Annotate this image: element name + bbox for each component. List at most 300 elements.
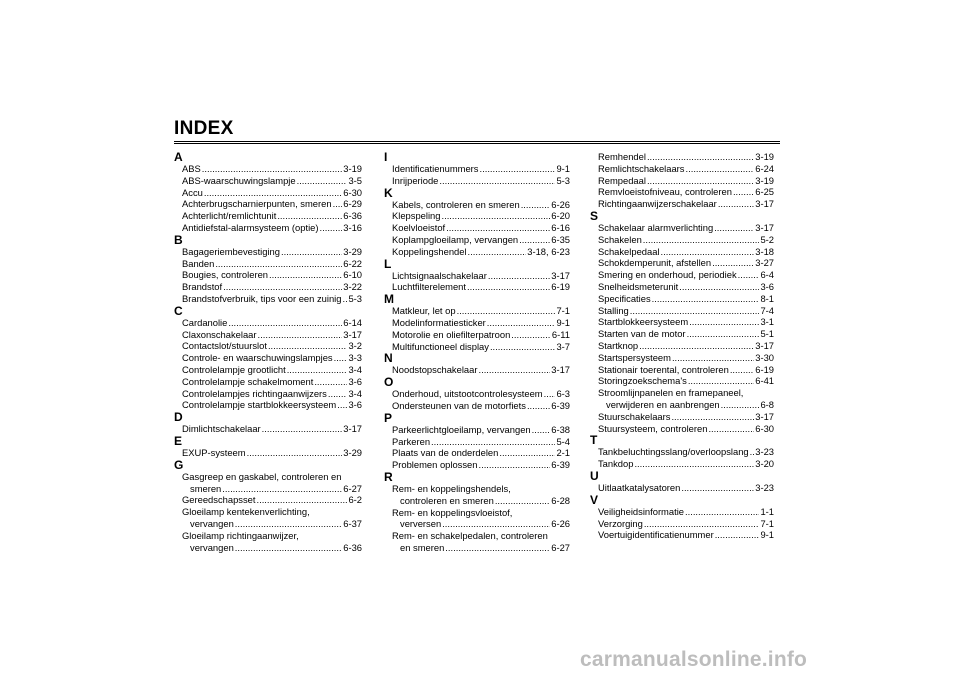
section-letter: B [174,232,183,247]
dot-leader [297,175,348,187]
index-entry-term: Luchtfilterelement [392,281,466,293]
index-entry [174,518,362,530]
index-entry-text: Gloeilamp kentekenverlichting, [182,506,310,518]
index-entry [590,269,774,281]
section-letter: R [384,469,393,484]
dot-leader [256,494,347,506]
index-entry [590,340,774,352]
index-entry [174,364,362,376]
index-entry-term: Brandstof [182,281,223,293]
index-entry-term: Identificatienummers [392,163,479,174]
index-entry-page: 3-6 [348,375,362,387]
index-entry-page: 3-6 [348,399,362,411]
index-entry-term: Achterlicht/remlichtunit [182,210,277,222]
index-entry [590,175,774,187]
index-entry [590,281,774,293]
index-entry-page: 3-17 [755,221,774,233]
index-entry-term: Uitlaatkatalysatoren [598,481,681,493]
dot-leader [320,222,343,234]
index-entry-term: Controlelampjes richtingaanwijzers [182,387,327,399]
index-entry-term: smeren [190,482,222,494]
index-entry [590,198,774,210]
dot-leader [672,352,754,364]
index-entry-term: Koelvloeistof [392,222,446,234]
index-entry-page: 6-26 [551,518,570,530]
index-entry-term: Koppelingshendel [392,245,467,257]
index-entry-term: Controlelampje startblokkeersysteem [182,399,337,411]
index-entry-text: Gloeilamp richtingaanwijzer, [182,529,299,541]
index-entry [174,352,362,364]
section-letter: N [384,351,393,366]
index-entry-text: Rem- en schakelpedalen, controleren [392,530,548,542]
index-entry [590,364,774,376]
index-entry-term: Tankbeluchtingsslang/overloopslang [598,446,749,458]
index-entry-page: 3-16 [343,221,362,233]
index-entry-term: Snelheidsmeterunit [598,280,679,292]
dot-leader [643,234,760,246]
index-entry-term: Veiligheidsinformatie [598,505,684,517]
index-entry-term: Schakelen [598,233,642,245]
index-entry [174,198,362,210]
dot-leader [247,447,343,459]
index-entry-term: Schakelaar alarmverlichting [598,221,714,233]
index-entry [384,305,570,317]
dot-leader [521,199,551,211]
dot-leader [685,506,759,518]
dot-leader [457,305,556,317]
index-entry [174,246,362,258]
dot-leader [718,198,754,210]
index-entry [590,151,774,163]
index-entry [174,494,362,506]
index-entry [384,436,570,448]
dot-leader [750,446,755,458]
index-entry-term: Kabels, controleren en smeren [392,198,520,210]
dot-leader [679,281,759,293]
dot-leader [223,281,342,293]
index-entry [384,388,570,400]
index-entry-page: 9-1 [760,529,774,541]
section-letter: A [174,150,183,164]
dot-leader [499,447,555,459]
index-entry-term: controleren en smeren [400,494,494,506]
index-entry-term: Verzorging [598,517,643,529]
dot-leader [445,542,550,554]
index-entry-page: 6-8 [760,398,774,410]
index-entry-page: 6-37 [343,517,362,529]
dot-leader [708,423,754,435]
index-entry [590,482,774,494]
dot-leader [258,329,343,341]
dot-leader [478,364,550,376]
index-entry-page: 3-17 [343,328,362,340]
index-entry [384,424,570,436]
index-entry [174,163,362,175]
index-entry-term: Bougies, controleren [182,269,268,281]
dot-leader [328,388,348,400]
index-entry-term: Starten van de motor [598,328,686,340]
index-entry-text: Rem- en koppelingsvloeistof, [392,506,513,518]
section-letter: O [384,375,394,390]
index-entry [174,187,362,199]
dot-leader [639,340,754,352]
index-entry-term: vervangen [190,517,234,529]
index-entry-page: 3-29 [343,245,362,257]
index-entry-term: Remhendel [598,151,646,162]
index-entry-page: 7-4 [760,304,774,316]
index-entry-page: 6-19 [755,363,774,375]
dot-leader [446,222,550,234]
index-entry-term: vervangen [190,541,234,553]
section-letter: M [384,292,394,307]
index-entry-term: Richtingaanwijzerschakelaar [598,198,717,210]
dot-leader [661,246,755,258]
index-entry [174,399,362,411]
index-entry-page: 3-1 [760,316,774,328]
index-entry [384,495,570,507]
index-entry [384,246,570,258]
dot-leader [228,317,342,329]
dot-leader [337,399,347,411]
section-letter: V [590,492,599,507]
page-title: INDEX [174,118,234,139]
index-entry-page: 3-19 [343,163,362,174]
dot-leader [511,329,551,341]
index-entry-page: 3-22 [343,281,362,293]
index-entry-term: Noodstopschakelaar [392,364,478,376]
index-entry-term: Parkeerlichtgloeilamp, vervangen [392,423,531,435]
index-entry-term: Plaats van de onderdelen [392,447,499,459]
index-entry-page: 6-20 [551,210,570,222]
index-entry-page: 1-1 [760,505,774,517]
index-entry-page: 3-3 [348,352,362,364]
index-entry-page: 6-24 [755,162,774,174]
index-entry-page: 6-27 [551,541,570,553]
index-entry-page: 3-2 [348,340,362,352]
index-entry-term: Cardanolie [182,316,228,328]
dot-leader [268,340,348,352]
index-entry [590,293,774,305]
index-entry-page: 3-23 [755,446,774,458]
index-entry-page: 6-19 [551,281,570,293]
index-entry [384,317,570,329]
index-entry-term: Smering en onderhoud, periodiek [598,269,737,281]
section-letter: L [384,256,392,271]
index-entry [174,317,362,329]
index-entry [384,364,570,376]
section-letter: K [384,185,393,200]
dot-leader [204,187,342,199]
index-entry-page: 3-18 [755,245,774,257]
index-entry-term: Controlelampje grootlicht [182,363,286,375]
index-entry-page: 6-10 [343,269,362,281]
index-entry [590,234,774,246]
index-entry-page: 6-38 [551,423,570,435]
index-entry-term: Koplampgloeilamp, vervangen [392,233,519,245]
index-entry [174,447,362,459]
index-entry-term: ABS [182,163,201,174]
index-entry-page: 6-11 [551,328,570,340]
dot-leader [714,222,754,234]
section-letter: T [590,433,598,448]
dot-leader [733,186,754,198]
index-entry-term: Problemen oplossen [392,459,478,471]
index-entry [590,316,774,328]
index-entry-page: 6-28 [551,494,570,506]
dot-leader [634,458,754,470]
index-entry [174,542,362,554]
index-entry [590,328,774,340]
dot-leader [687,328,760,340]
index-entry [590,411,774,423]
dot-leader [488,270,550,282]
index-entry [384,518,570,530]
section-letter: D [174,410,183,425]
index-entry-term: Claxonschakelaar [182,328,257,340]
index-entry [590,352,774,364]
index-entry [384,400,570,412]
index-entry-page: 3-6 [760,280,774,292]
index-entry [384,163,570,175]
index-entry-page: 3-30 [755,351,774,363]
index-entry-term: verversen [400,518,442,530]
index-entry [590,246,774,258]
dot-leader [442,518,550,530]
dot-leader [490,341,556,353]
index-entry [174,483,362,495]
index-entry-page: 5-1 [760,328,774,340]
index-entry-text: Rem- en koppelingshendels, [392,482,511,494]
dot-leader [202,163,342,175]
section-letter: G [174,457,184,472]
dot-leader [721,399,760,411]
index-entry-term: Antidiefstal-alarmsysteem (optie) [182,221,319,233]
dot-leader [235,518,342,530]
index-entry-term: Modelinformatiesticker [392,316,486,328]
dot-leader [333,198,343,210]
index-entry-page: 6-39 [551,459,570,471]
index-entry [590,375,774,387]
index-entry-page: 6-30 [343,186,362,198]
index-entry-page: 3-18, 6-23 [527,245,570,257]
index-entry [174,329,362,341]
index-entry-term: Bagageriembevestiging [182,245,280,257]
index-entry-term: Motorolie en oliefilterpatroon [392,328,511,340]
index-entry-page: 6-30 [755,422,774,434]
index-entry [590,186,774,198]
index-entry-page: 5-3 [348,292,362,304]
index-entry-term: Startknop [598,339,639,351]
index-entry-term: Tankdop [598,458,634,470]
dot-leader [715,529,760,541]
dot-leader [652,293,760,305]
index-entry [384,459,570,471]
index-entry-term: Specificaties [598,292,651,304]
index-entry [384,222,570,234]
index-entry-page: 3-17 [755,339,774,351]
index-entry-term: Multifunctioneel display [392,340,489,352]
index-entry-page: 3-4 [348,387,362,399]
dot-leader [262,423,343,435]
index-entry [590,399,774,411]
index-entry-page: 3-19 [755,151,774,162]
index-entry-page: 6-27 [343,482,362,494]
index-entry-page: 3-4 [348,363,362,375]
dot-leader [277,210,342,222]
dot-leader [647,151,754,163]
index-entry-term: Remlichtschakelaars [598,162,685,174]
index-entry-page: 3-17 [343,423,362,435]
dot-leader [495,495,550,507]
dot-leader [688,375,754,387]
index-entry-page: 6-22 [343,257,362,269]
dot-leader [287,364,348,376]
index-entry [590,506,774,518]
index-column-3 [590,151,774,541]
dot-leader [532,424,551,436]
dot-leader [671,411,754,423]
index-entry-term: Stuursysteem, controleren [598,422,708,434]
dot-leader [519,234,550,246]
index-entry-term: Controlelampje schakelmoment [182,375,314,387]
index-entry [590,305,774,317]
index-entry-page: 3-7 [556,340,570,352]
index-entry [384,175,570,187]
index-entry-term: Startblokkeersysteem [598,316,689,328]
index-entry [590,518,774,530]
index-entry [590,257,774,269]
index-entry-text: Stroomlijnpanelen en framepaneel, [598,387,744,399]
index-entry-term: verwijderen en aanbrengen [606,398,720,410]
index-entry [590,423,774,435]
dot-leader [468,246,527,258]
section-letter: C [174,303,183,318]
index-entry-term: Lichtsignaalschakelaar [392,269,487,281]
index-entry-term: Stalling [598,304,629,316]
dot-leader [644,518,760,530]
index-entry-page: 6-36 [343,210,362,222]
index-entry-term: Rempedaal [598,174,646,186]
dot-leader [314,376,347,388]
dot-leader [527,400,550,412]
dot-leader [647,175,754,187]
index-entry-page: 3-17 [551,269,570,281]
index-column-2 [384,151,570,554]
index-entry-term: Remvloeistofniveau, controleren [598,186,732,198]
dot-leader [431,436,555,448]
section-letter: E [174,433,183,448]
dot-leader [738,269,760,281]
index-entry-page: 3-5 [348,174,362,186]
index-entry-term: Ondersteunen van de motorfiets [392,399,526,411]
index-entry-page: 8-1 [760,292,774,304]
index-entry-page: 6-29 [343,198,362,210]
index-entry [590,222,774,234]
index-entry-page: 3-17 [755,198,774,210]
dot-leader [681,482,754,494]
dot-leader [215,258,342,270]
index-entry-term: Inrijperiode [392,174,439,186]
index-entry-page: 6-16 [551,222,570,234]
index-entry-page: 5-2 [760,233,774,245]
index-entry-page: 6-25 [755,186,774,198]
section-letter: I [384,150,388,164]
index-entry-page: 9-1 [556,163,570,174]
index-entry [174,210,362,222]
dot-leader [222,483,342,495]
index-entry-page: 3-23 [755,481,774,493]
section-letter: P [384,410,393,425]
index-entry-page: 7-1 [760,517,774,529]
index-entry [174,222,362,234]
index-entry [590,163,774,175]
index-entry-page: 9-1 [556,316,570,328]
index-entry-term: Storingzoekschema's [598,375,687,387]
index-entry-term: Banden [182,257,215,269]
index-entry-page: 6-2 [348,494,362,506]
dot-leader [334,352,348,364]
dot-leader [281,246,342,258]
index-entry [590,458,774,470]
index-entry [384,199,570,211]
dot-leader [487,317,556,329]
title-rule-secondary [174,143,780,144]
dot-leader [686,163,755,175]
title-rule [174,141,780,142]
index-entry [174,388,362,400]
index-entry-page: 6-36 [343,541,362,553]
index-entry-page: 6-4 [760,269,774,281]
index-entry-page: 6-26 [551,198,570,210]
dot-leader [480,163,556,175]
index-entry-term: Onderhoud, uitstootcontrolesysteem [392,388,543,400]
index-entry-page: 7-1 [556,305,570,317]
index-entry-term: Contactslot/stuurslot [182,340,267,352]
index-entry [174,269,362,281]
index-entry [384,341,570,353]
index-entry-page: 3-19 [755,174,774,186]
index-entry-page: 6-3 [556,388,570,400]
index-entry-term: Brandstofverbruik, tips voor een zuinig [182,292,342,304]
index-entry [174,175,362,187]
index-entry [174,258,362,270]
index-entry-term: Matkleur, let op [392,305,456,317]
index-entry [174,340,362,352]
index-entry [384,329,570,341]
index-entry-term: Voertuigidentificatienummer [598,529,714,541]
index-entry-term: Accu [182,186,203,198]
index-entry [384,210,570,222]
index-entry-term: Klepspeling [392,210,441,222]
index-entry [174,423,362,435]
index-entry-term: Achterbrugscharnierpunten, smeren [182,198,332,210]
dot-leader [441,210,550,222]
index-entry-term: EXUP-systeem [182,446,246,458]
index-entry-page: 5-4 [556,435,570,447]
index-entry-page: 3-27 [755,257,774,269]
dot-leader [467,281,550,293]
section-letter: U [590,468,599,483]
index-entry-term: Stationair toerental, controleren [598,363,729,375]
index-entry-term: Gereedschapsset [182,494,256,506]
index-entry-page: 3-20 [755,458,774,470]
index-entry-page: 6-14 [343,316,362,328]
dot-leader [439,175,555,187]
dot-leader [689,316,759,328]
index-entry-term: Parkeren [392,435,431,447]
index-entry-term: Dimlichtschakelaar [182,423,261,435]
dot-leader [478,459,550,471]
